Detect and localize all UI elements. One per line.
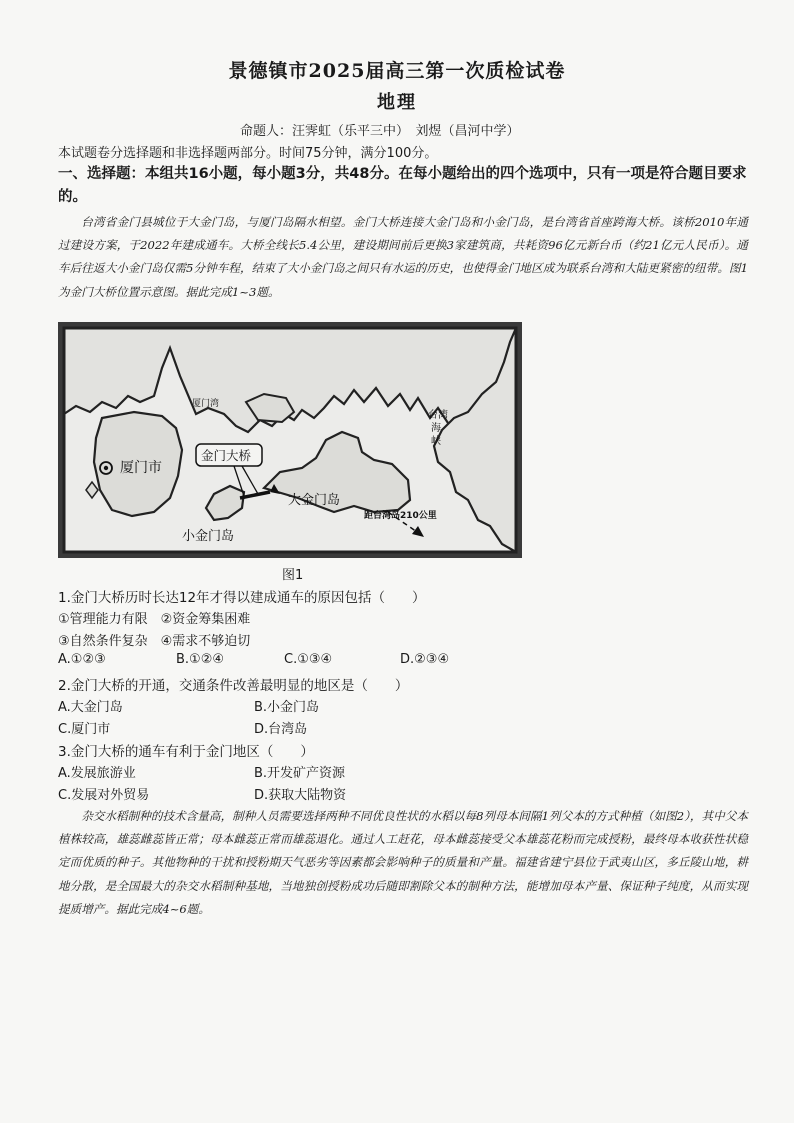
label-xiamen-city: 厦门市 — [120, 460, 162, 476]
question-2-options-row1 — [58, 696, 319, 715]
section-heading: 一、选择题：本组共16小题，每小题3分，共48分。在每小题给出的四个选项中，只有一项是符合题目要求的。 — [58, 166, 747, 205]
label-strait-2: 湾 — [438, 410, 448, 421]
exam-intro: 本试题卷分选择题和非选择题两部分。时间75分钟，满分100分。 — [58, 146, 438, 161]
question-2-option-b[interactable]: B.小金门岛 — [254, 700, 320, 715]
question-2-stem: 2.金门大桥的开通，交通条件改善最明显的地区是（ ） — [58, 678, 409, 694]
question-1-option-d[interactable]: D.②③④ — [400, 652, 450, 667]
question-2-option-c[interactable]: C.厦门市 — [58, 722, 111, 737]
label-strait-3: 海 — [431, 423, 441, 434]
question-3-option-d[interactable]: D.获取大陆物资 — [254, 788, 347, 803]
question-3-stem: 3.金门大桥的通车有利于金门地区（ ） — [58, 744, 314, 760]
question-3-option-c[interactable]: C.发展对外贸易 — [58, 788, 150, 803]
label-xiamen-bay: 厦门湾 — [192, 399, 220, 409]
exam-authors: 命题人：汪霁虹（乐平三中） 刘煜（昌河中学） — [240, 124, 520, 139]
exam-subject: 地理 — [377, 92, 417, 113]
label-small-kinmen: 小金门岛 — [182, 529, 235, 544]
question-3-option-a[interactable]: A.发展旅游业 — [58, 766, 136, 781]
label-strait-4: 峡 — [431, 436, 441, 447]
question-3-option-b[interactable]: B.开发矿产资源 — [254, 766, 346, 781]
question-1-statements-b: ③自然条件复杂 ④需求不够迫切 — [58, 634, 251, 649]
question-1-option-b[interactable]: B.①②④ — [176, 652, 225, 667]
map-svg — [58, 322, 522, 558]
passage-kinmen: 台湾省金门县城位于大金门岛，与厦门岛隔水相望。金门大桥连接大金门岛和小金门岛，是台湾省首座跨海大桥。该桥2010年通过建设方案，于2022年建成通车。大桥全线长5.4公里，建设期间前后更换3家建筑商，共耗资96亿元新台币（约21亿元人民币）。通车后往返大小金门岛仅需5分钟车程，结束了大小金门岛之间只有水运的历史，也使得金门地区成为联系台湾和大陆更紧密的纽带。图1为金门大桥位置示意图。据此完成1~3题。 — [58, 215, 748, 299]
question-2-option-d[interactable]: D.台湾岛 — [254, 722, 308, 737]
question-2-option-a[interactable]: A.大金门岛 — [58, 700, 123, 715]
question-1-options — [58, 652, 449, 667]
passage-hybrid-rice: 杂交水稻制种的技术含量高，制种人员需要选择两种不同优良性状的水稻以每8列母本间隔1列父本的方式种植（如图2），其中父本植株较高，雄蕊雌蕊皆正常；母本雌蕊正常而雄蕊退化。通过人工赶花，母本雌蕊接受父本雄蕊花粉而完成授粉，最终母本收获性状稳定而优质的种子。其他物种的干扰和授粉期天气恶劣等因素都会影响种子的质量和产量。福建省建宁县位于武夷山区，多丘陵山地，耕地分散，是全国最大的杂交水稻制种基地，当地独创授粉成功后随即割除父本的制种方法，能增加母本产量、保证种子纯度，从而实现提质增产。据此完成4~6题。 — [58, 809, 748, 916]
question-1-option-c[interactable]: C.①③④ — [284, 652, 333, 667]
label-distance: 距台湾岛210公里 — [364, 511, 437, 521]
label-strait-1: 台 — [428, 410, 438, 421]
label-big-kinmen: 大金门岛 — [288, 493, 341, 508]
label-bridge: 金门大桥 — [201, 448, 252, 463]
figure-1-map — [58, 322, 522, 558]
exam-title: 景德镇市2025届高三第一次质检试卷 — [228, 60, 566, 82]
question-3-options-row1 — [58, 762, 345, 781]
question-1-stem: 1.金门大桥历时长达12年才得以建成通车的原因包括（ ） — [58, 590, 426, 606]
question-1-option-a[interactable]: A.①②③ — [58, 652, 106, 667]
question-3-options-row2 — [58, 784, 346, 803]
question-2-options-row2 — [58, 718, 307, 737]
figure-1-caption: 图1 — [282, 568, 304, 583]
question-1-statements-a: ①管理能力有限 ②资金筹集困难 — [58, 612, 251, 627]
city-marker-dot — [104, 466, 108, 470]
